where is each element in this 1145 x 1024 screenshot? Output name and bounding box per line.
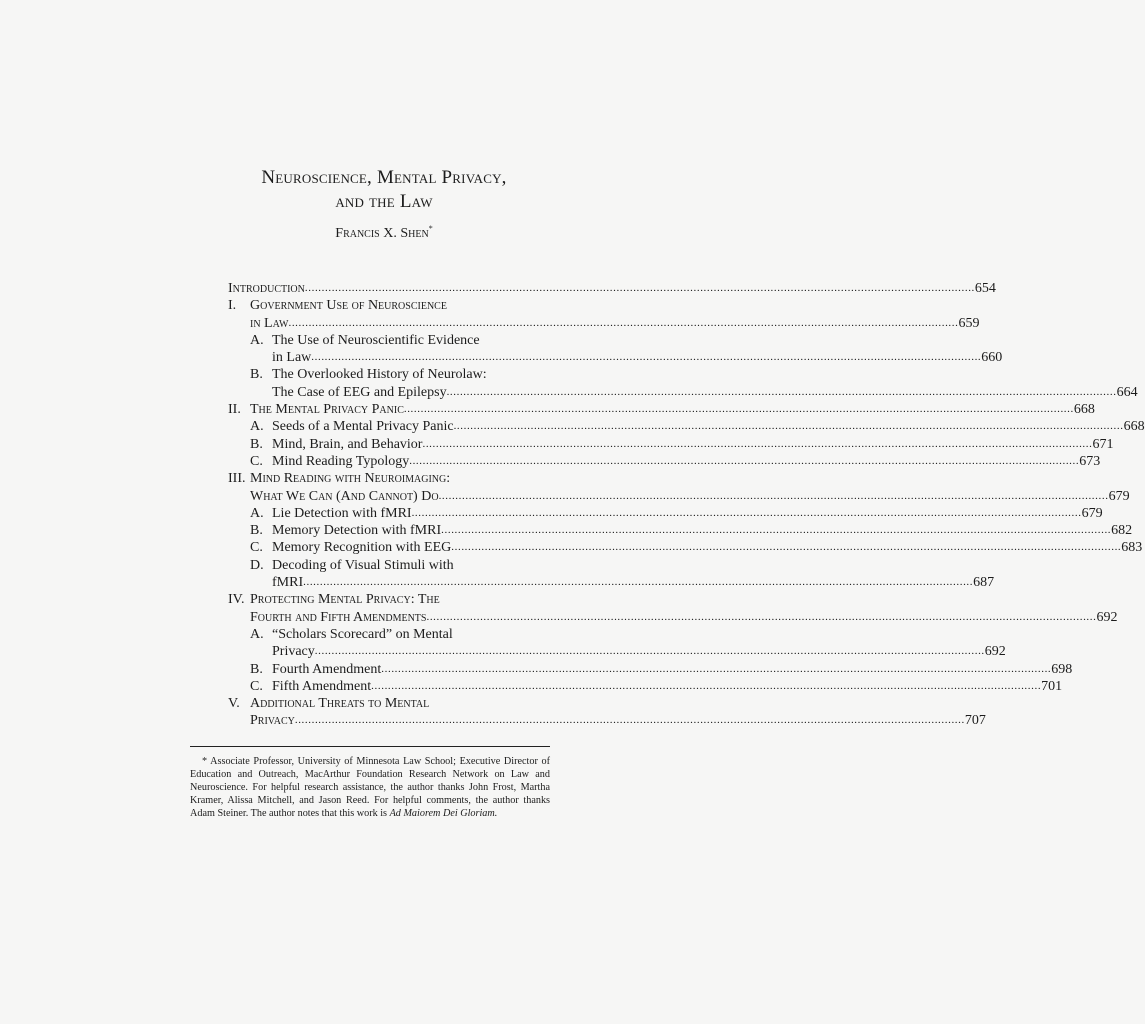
toc-entry-title: The Use of Neuroscientific Evidence xyxy=(272,332,480,348)
toc-entry xyxy=(228,505,1103,522)
toc-leader-dots: ........................................................................................................................................................................................................ xyxy=(303,576,974,589)
title-line-2: and the Law xyxy=(335,191,433,212)
toc-entry-number: I. xyxy=(228,298,237,314)
toc-entry-number: C. xyxy=(250,540,263,556)
toc-entry-number: C. xyxy=(250,453,263,469)
toc-entry xyxy=(228,695,552,712)
toc-leader-dots: ........................................................................................................................................................................................................ xyxy=(409,454,1080,467)
toc-entry-title: Mind, Brain, and Behavior xyxy=(272,436,423,452)
toc-entry-number: B. xyxy=(250,661,263,677)
table-of-contents xyxy=(228,280,1145,730)
toc-entry-title: Seeds of a Mental Privacy Panic xyxy=(272,419,454,435)
author-name: Francis X. Shen xyxy=(335,226,429,241)
toc-page-number: 679 xyxy=(1081,505,1103,521)
toc-entry xyxy=(228,401,1095,418)
toc-page-number: 668 xyxy=(1123,419,1145,435)
toc-entry-title: in Law xyxy=(272,350,312,366)
toc-entry-title: Mind Reading Typology xyxy=(272,453,410,469)
toc-leader-dots: ........................................................................................................................................................................................................ xyxy=(411,506,1082,519)
toc-entry-number: D. xyxy=(250,557,264,573)
toc-entry-title: The Overlooked History of Neurolaw: xyxy=(272,367,487,383)
toc-page-number: 701 xyxy=(1041,678,1063,694)
toc-entry xyxy=(228,643,1006,660)
toc-entry-title: Government Use of Neuroscience xyxy=(250,298,447,314)
toc-page-number: 692 xyxy=(1096,609,1118,625)
toc-leader-dots: ........................................................................................................................................................................................................ xyxy=(371,679,1042,692)
toc-leader-dots: ........................................................................................................................................................................................................ xyxy=(288,316,959,329)
toc-page-number: 673 xyxy=(1079,453,1101,469)
toc-entry-title: Protecting Mental Privacy: The xyxy=(250,592,440,608)
toc-entry-number: A. xyxy=(250,332,264,348)
toc-page-number: 698 xyxy=(1051,661,1073,677)
toc-entry xyxy=(228,470,552,487)
toc-entry-title: “Scholars Scorecard” on Mental xyxy=(272,626,453,642)
toc-entry xyxy=(228,574,995,591)
toc-leader-dots: ........................................................................................................................................................................................................ xyxy=(403,403,1074,416)
toc-entry xyxy=(228,280,996,297)
toc-entry-title: Memory Detection with fMRI xyxy=(272,523,442,539)
toc-page-number: 687 xyxy=(973,575,995,591)
toc-entry-title: Mind Reading with Neuroimaging: xyxy=(250,471,451,487)
toc-entry-number: IV. xyxy=(228,592,245,608)
toc-leader-dots: ........................................................................................................................................................................................................ xyxy=(304,282,975,294)
toc-entry-number: III. xyxy=(228,471,246,487)
toc-entry xyxy=(228,453,1101,470)
footnote-italic: Ad Maiorem Dei Gloriam. xyxy=(389,808,498,819)
toc-entry xyxy=(228,557,552,574)
toc-page-number: 671 xyxy=(1092,436,1114,452)
toc-entry-number: A. xyxy=(250,419,264,435)
toc-entry xyxy=(228,349,1003,366)
toc-entry xyxy=(228,539,1143,556)
toc-entry-title: in Law xyxy=(250,315,289,331)
toc-entry-number: A. xyxy=(250,505,264,521)
toc-page-number: 707 xyxy=(964,713,986,729)
toc-entry-number: B. xyxy=(250,523,263,539)
toc-leader-dots: ........................................................................................................................................................................................................ xyxy=(451,541,1122,554)
toc-page-number: 654 xyxy=(974,281,996,296)
toc-entry-title: Memory Recognition with EEG xyxy=(272,540,452,556)
toc-entry xyxy=(228,384,1138,401)
toc-leader-dots: ........................................................................................................................................................................................................ xyxy=(426,610,1097,623)
toc-leader-dots: ........................................................................................................................................................................................................ xyxy=(453,420,1124,433)
toc-leader-dots: ........................................................................................................................................................................................................ xyxy=(438,489,1109,502)
toc-page-number: 682 xyxy=(1111,523,1133,539)
toc-leader-dots: ........................................................................................................................................................................................................ xyxy=(294,714,965,727)
article-title xyxy=(0,166,768,214)
toc-entry-title: Fourth and Fifth Amendments xyxy=(250,609,427,625)
toc-entry xyxy=(228,436,1114,453)
toc-entry xyxy=(228,661,1073,678)
toc-entry-title: The Case of EEG and Epilepsy xyxy=(272,384,447,400)
toc-entry-number: A. xyxy=(250,626,264,642)
footnote xyxy=(190,755,550,820)
toc-page-number: 679 xyxy=(1108,488,1130,504)
footnote-divider xyxy=(190,746,550,747)
footnote-mark: * xyxy=(202,756,208,767)
toc-leader-dots: ........................................................................................................................................................................................................ xyxy=(422,437,1093,450)
toc-entry xyxy=(228,315,980,332)
toc-entry-title: Fifth Amendment xyxy=(272,678,372,694)
toc-entry-title: Privacy xyxy=(272,644,315,660)
toc-leader-dots: ........................................................................................................................................................................................................ xyxy=(381,662,1052,675)
author-footnote-mark: * xyxy=(428,224,433,233)
toc-entry xyxy=(228,488,1130,505)
toc-leader-dots: ........................................................................................................................................................................................................ xyxy=(314,645,985,658)
toc-entry-number: C. xyxy=(250,678,263,694)
toc-entry-title: Privacy xyxy=(250,713,295,729)
footnote-text: Associate Professor, University of Minnesota Law School; Executive Director of Education and Outreach, MacArthur Foundation Research Network on Law and Neuroscience. For helpful research assistance, the author thanks John Frost, Martha Kramer, Alissa Mitchell, and Jason Reed. For helpful comments, the author thanks Adam Steiner. The author notes that this work is xyxy=(190,756,550,819)
toc-page-number: 683 xyxy=(1121,540,1143,556)
toc-page-number: 659 xyxy=(958,315,980,331)
toc-entry-title: Decoding of Visual Stimuli with xyxy=(272,557,454,573)
toc-entry xyxy=(228,609,1118,626)
toc-entry xyxy=(228,626,552,643)
toc-entry xyxy=(228,418,1145,435)
toc-page-number: 668 xyxy=(1073,402,1095,418)
toc-page-number: 660 xyxy=(981,350,1003,366)
toc-entry-title: The Mental Privacy Panic xyxy=(250,402,404,418)
toc-entry-title: Introduction xyxy=(228,281,305,296)
toc-entry-title: Fourth Amendment xyxy=(272,661,382,677)
toc-entry-number: V. xyxy=(228,696,240,712)
toc-entry xyxy=(228,297,552,314)
toc-entry xyxy=(228,712,986,729)
toc-page-number: 692 xyxy=(984,644,1006,660)
toc-entry-title: fMRI xyxy=(272,575,304,591)
toc-entry-title: Additional Threats to Mental xyxy=(250,696,430,712)
toc-entry-number: B. xyxy=(250,436,263,452)
toc-entry-title: What We Can (And Cannot) Do xyxy=(250,488,439,504)
toc-entry xyxy=(228,522,1133,539)
toc-entry-title: Lie Detection with fMRI xyxy=(272,505,412,521)
toc-entry-number: II. xyxy=(228,402,241,418)
toc-entry-number: B. xyxy=(250,367,263,383)
toc-leader-dots: ........................................................................................................................................................................................................ xyxy=(446,385,1117,398)
toc-entry xyxy=(228,332,552,349)
toc-page-number: 664 xyxy=(1116,384,1138,400)
title-line-1: Neuroscience, Mental Privacy, xyxy=(261,167,507,188)
author-byline xyxy=(0,224,768,242)
toc-entry xyxy=(228,366,552,383)
toc-entry xyxy=(228,678,1063,695)
toc-leader-dots: ........................................................................................................................................................................................................ xyxy=(441,524,1112,537)
toc-leader-dots: ........................................................................................................................................................................................................ xyxy=(311,351,982,364)
toc-entry xyxy=(228,591,552,608)
